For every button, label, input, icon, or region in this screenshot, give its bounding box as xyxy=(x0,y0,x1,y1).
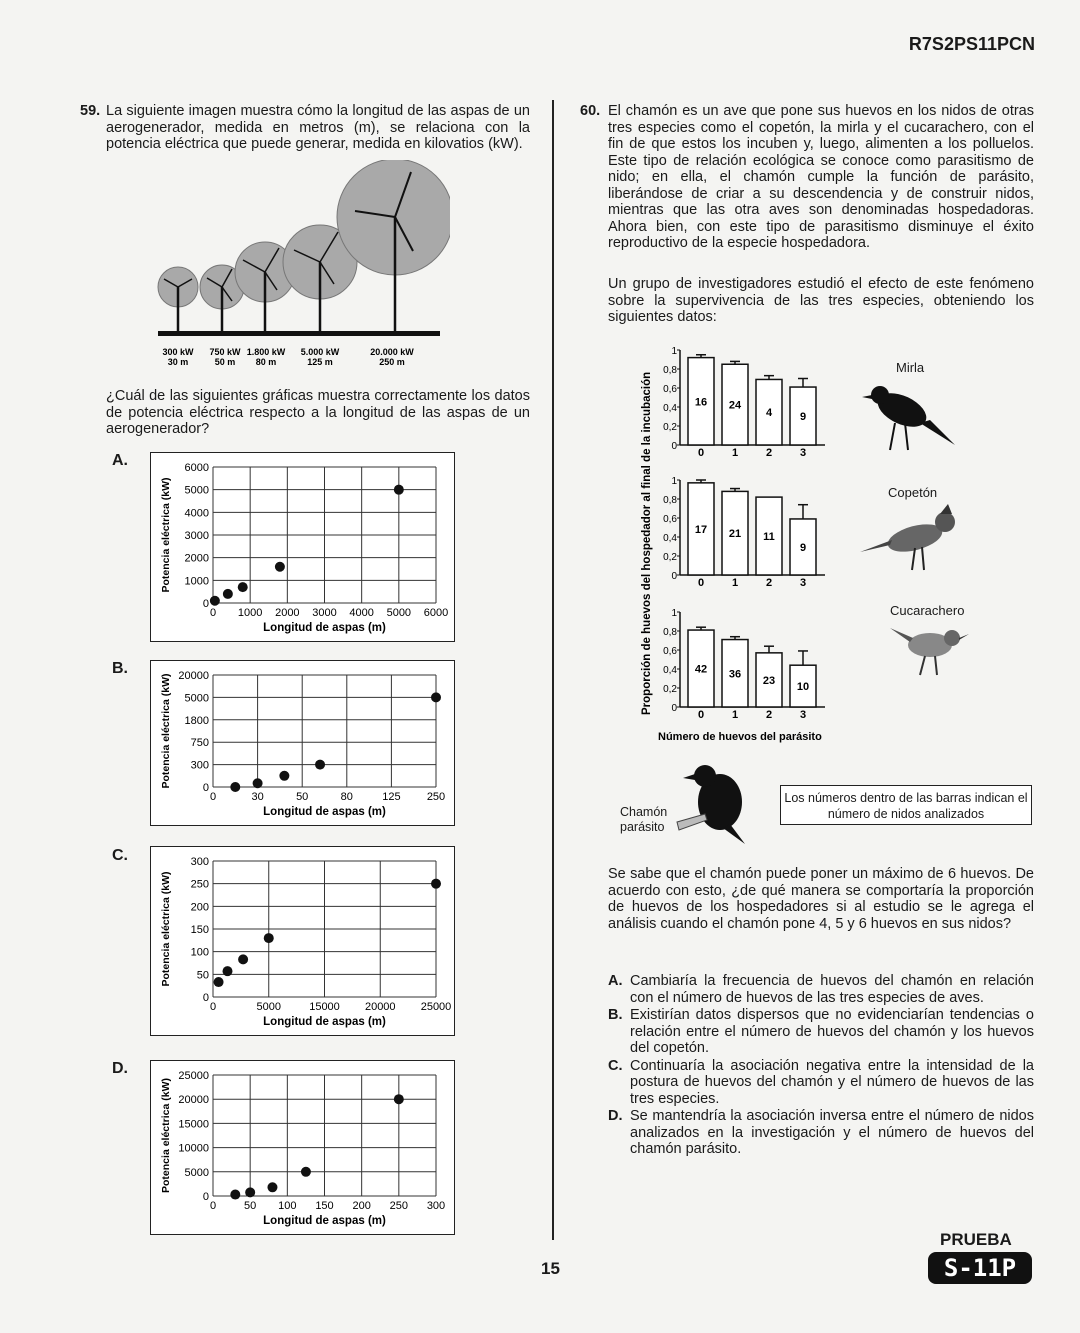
data-point xyxy=(230,1190,240,1200)
y-tick-label: 0,6 xyxy=(663,384,677,395)
y-tick-label: 250 xyxy=(190,878,209,891)
wind-turbines-illustration xyxy=(150,160,450,375)
x-tick-label: 3 xyxy=(799,577,807,589)
y-tick-label: 0,6 xyxy=(663,646,677,657)
x-tick-label: 250 xyxy=(426,791,446,803)
turbine-length-label: 250 m xyxy=(379,357,405,367)
x-tick-label: 3000 xyxy=(312,607,337,619)
bar-nest-count: 17 xyxy=(694,523,708,536)
mirla-bird-image xyxy=(860,375,960,455)
y-tick-label: 0,4 xyxy=(663,533,677,544)
y-tick-label: 0 xyxy=(202,992,209,1004)
y-tick-label: 0 xyxy=(671,703,677,714)
y-tick-label: 0 xyxy=(671,441,677,452)
bar-nest-count: 42 xyxy=(694,663,708,676)
x-tick-label: 250 xyxy=(389,1200,409,1212)
turbine-power-label: 300 kW xyxy=(162,347,194,357)
data-point xyxy=(238,582,248,592)
option-c-label[interactable]: C. xyxy=(112,847,128,864)
answer-text: Se mantendría la asociación inversa entre el número de nidos analizados en la investigación y el número de huevos del chamón parásito. xyxy=(630,1108,1034,1157)
data-point xyxy=(214,977,224,987)
x-tick-label: 3 xyxy=(799,709,807,721)
y-axis-label: Potencia eléctrica (kW) xyxy=(160,477,172,593)
data-point xyxy=(394,1094,404,1104)
question-59-text: La siguiente imagen muestra cómo la longitud de las aspas de un aerogenerador, medida en metros (m), se relaciona con la potencia eléctrica que puede generar, medida en kilovatios (kW). xyxy=(106,103,530,152)
bar-nest-count: 16 xyxy=(694,396,708,409)
question-60-paragraph-1: El chamón es un ave que pone sus huevos en los nidos de otras tres especies como el copetón, la mirla y el cucarachero, con el fin de que estos los incuben y, luego, alimenten a los polluelos. Este tipo de relación ecológica se conoce como parasitismo de nido; en ella, el chamón cumple la función de parásito, liberándose de criar a su descendencia y de construir nidos, mientras que las otra aves son denominadas hospedadoras. Ahora bien, con este tipo de parasitismo disminuye el éxito reproductivo de la especie hospedadora. xyxy=(608,103,1034,251)
option-d-chart[interactable] xyxy=(150,1060,455,1235)
x-tick-label: 0 xyxy=(209,1001,217,1013)
question-60-paragraph-2: Un grupo de investigadores estudió el efecto de este fenómeno sobre la supervivencia de las tres especies, obteniendo los siguientes datos: xyxy=(608,276,1034,325)
y-tick-label: 2000 xyxy=(184,552,209,565)
chamon-label-line1: Chamón xyxy=(620,805,668,819)
bar-nest-count: 23 xyxy=(762,674,776,687)
x-tick-label: 0 xyxy=(697,709,705,721)
x-tick-label: 25000 xyxy=(420,1001,452,1013)
bar-nest-count: 4 xyxy=(765,407,773,420)
y-tick-label: 1 xyxy=(671,346,677,357)
y-tick-label: 0,2 xyxy=(663,684,677,695)
data-point xyxy=(279,771,289,781)
option-a-chart[interactable] xyxy=(150,452,455,642)
bar-nest-count: 11 xyxy=(763,531,775,544)
bar-nest-count: 9 xyxy=(799,541,807,554)
turbine-power-label: 20.000 kW xyxy=(370,347,414,357)
x-tick-label: 15000 xyxy=(309,1001,340,1013)
y-tick-label: 5000 xyxy=(184,1166,209,1179)
turbine-length-label: 30 m xyxy=(167,357,189,367)
nests-note-box: Los números dentro de las barras indican el número de nidos analizados xyxy=(780,785,1032,825)
x-tick-label: 5000 xyxy=(256,1001,281,1013)
y-tick-label: 0 xyxy=(202,1191,209,1203)
y-axis-label: Potencia eléctrica (kW) xyxy=(160,673,172,789)
x-tick-label: 3 xyxy=(799,447,807,459)
data-point xyxy=(253,778,263,788)
bar-x-axis-label: Número de huevos del parásito xyxy=(658,731,822,743)
x-tick-label: 2000 xyxy=(275,607,300,619)
data-point xyxy=(315,760,325,770)
data-point xyxy=(275,562,285,572)
y-tick-label: 20000 xyxy=(178,670,209,682)
y-tick-label: 5000 xyxy=(184,692,209,705)
bar-nest-count: 24 xyxy=(728,399,742,412)
y-tick-label: 200 xyxy=(190,901,209,914)
x-tick-label: 20000 xyxy=(364,1001,396,1013)
y-tick-label: 0 xyxy=(202,598,209,610)
y-tick-label: 0 xyxy=(671,571,677,582)
y-tick-label: 100 xyxy=(190,946,209,959)
chamon-bird-image xyxy=(675,762,755,847)
data-point xyxy=(222,966,232,976)
data-point xyxy=(431,879,441,889)
y-tick-label: 1800 xyxy=(184,714,209,727)
x-tick-label: 6000 xyxy=(423,607,449,619)
data-point xyxy=(223,589,233,599)
y-tick-label: 300 xyxy=(190,759,209,772)
x-axis-label: Longitud de aspas (m) xyxy=(263,806,386,818)
answer-option-d[interactable] xyxy=(608,1108,1034,1158)
turbine-length-label: 50 m xyxy=(214,357,236,367)
y-tick-label: 5000 xyxy=(184,484,209,497)
x-axis-label: Longitud de aspas (m) xyxy=(263,622,386,634)
data-point xyxy=(394,485,404,495)
y-tick-label: 6000 xyxy=(184,462,209,474)
y-tick-label: 0,8 xyxy=(663,627,677,638)
y-tick-label: 1 xyxy=(671,476,677,487)
test-code-badge: S-11P xyxy=(928,1252,1032,1284)
answer-letter: B. xyxy=(608,1007,623,1023)
data-point xyxy=(431,692,441,702)
x-axis-label: Longitud de aspas (m) xyxy=(263,1016,386,1028)
answer-option-a[interactable] xyxy=(608,973,1034,1006)
x-tick-label: 5000 xyxy=(386,607,412,619)
answer-option-b[interactable] xyxy=(608,1007,1034,1057)
bar-nest-count: 10 xyxy=(796,681,810,694)
y-tick-label: 50 xyxy=(196,969,209,982)
chamon-label xyxy=(620,805,667,835)
bar-nest-count: 36 xyxy=(728,668,742,681)
y-tick-label: 1000 xyxy=(184,575,209,588)
test-label: PRUEBA xyxy=(940,1230,1012,1249)
answer-text: Continuaría la asociación negativa entre la intensidad de la postura de huevos del chamón y el número de huevos de las tres especies. xyxy=(630,1057,1034,1107)
x-tick-label: 1 xyxy=(731,709,739,721)
answer-text: Existirían datos dispersos que no evidenciarían tendencias o relación entre el número de huevos del chamón y los huevos del copetón. xyxy=(630,1007,1034,1056)
bird-label-mirla: Mirla xyxy=(896,360,925,375)
y-tick-label: 0,2 xyxy=(663,552,677,563)
bird-label-cucarachero: Cucarachero xyxy=(890,603,965,618)
y-tick-label: 0,4 xyxy=(663,403,677,414)
data-point xyxy=(264,933,274,943)
x-tick-label: 50 xyxy=(244,1200,257,1212)
y-axis-label: Potencia eléctrica (kW) xyxy=(160,871,172,987)
data-point xyxy=(210,596,220,606)
option-d-label[interactable]: D. xyxy=(112,1060,128,1077)
option-b-label[interactable]: B. xyxy=(112,660,128,677)
x-tick-label: 300 xyxy=(426,1200,446,1212)
y-tick-label: 20000 xyxy=(178,1094,209,1107)
y-tick-label: 750 xyxy=(190,737,209,750)
data-point xyxy=(301,1167,311,1177)
x-tick-label: 80 xyxy=(340,791,353,803)
y-tick-label: 150 xyxy=(190,924,209,936)
x-tick-label: 125 xyxy=(382,791,401,803)
y-tick-label: 3000 xyxy=(184,530,209,542)
bar-nest-count: 21 xyxy=(728,528,742,541)
y-tick-label: 15000 xyxy=(178,1118,209,1131)
y-tick-label: 25000 xyxy=(178,1070,209,1082)
x-tick-label: 50 xyxy=(296,791,309,803)
chamon-label-line2: parásito xyxy=(620,820,665,834)
x-tick-label: 2 xyxy=(765,577,773,589)
answer-options xyxy=(608,973,1034,1158)
option-b-chart[interactable] xyxy=(150,660,455,826)
bar-nest-count: 9 xyxy=(799,411,807,424)
x-axis-label: Longitud de aspas (m) xyxy=(263,1215,386,1227)
y-tick-label: 0,8 xyxy=(663,365,677,376)
turbine-power-label: 1.800 kW xyxy=(246,347,286,357)
turbine-length-label: 125 m xyxy=(307,357,333,367)
question-60-number: 60. xyxy=(580,103,601,119)
x-tick-label: 2 xyxy=(765,709,773,721)
bar-y-axis-label: Proporción de huevos del hospedador al final de la incubación xyxy=(641,371,653,715)
x-tick-label: 200 xyxy=(352,1200,371,1212)
bar-charts-figure xyxy=(630,340,860,750)
data-point xyxy=(230,782,240,792)
y-tick-label: 0 xyxy=(202,782,209,794)
turbine-power-label: 5.000 kW xyxy=(300,347,340,357)
x-tick-label: 4000 xyxy=(349,607,374,619)
y-axis-label: Potencia eléctrica (kW) xyxy=(160,1078,172,1193)
x-tick-label: 30 xyxy=(251,791,264,803)
answer-option-c[interactable] xyxy=(608,1058,1034,1108)
answer-text: Cambiaría la frecuencia de huevos del chamón en relación con el número de huevos de las tres especies de aves. xyxy=(630,973,1034,1006)
data-point xyxy=(238,954,248,964)
answer-letter: A. xyxy=(608,973,623,989)
y-tick-label: 4000 xyxy=(184,507,209,520)
option-c-chart[interactable] xyxy=(150,846,455,1036)
question-60-prompt: Se sabe que el chamón puede poner un máximo de 6 huevos. De acuerdo con esto, ¿de qué manera se comportaría la proporción de huevos de los hospedadores si al estudio se le agrega el análisis cuando el chamón pone 4, 5 y 6 huevos en sus nidos? xyxy=(608,866,1034,932)
x-tick-label: 0 xyxy=(697,577,705,589)
x-tick-label: 150 xyxy=(315,1200,334,1212)
question-59-number: 59. xyxy=(80,103,101,119)
copeton-bird-image xyxy=(860,500,970,575)
y-tick-label: 0,2 xyxy=(663,422,677,433)
x-tick-label: 0 xyxy=(697,447,705,459)
x-tick-label: 0 xyxy=(209,791,217,803)
turbine-length-label: 80 m xyxy=(255,357,277,367)
x-tick-label: 1 xyxy=(731,577,739,589)
x-tick-label: 1 xyxy=(731,447,739,459)
answer-letter: C. xyxy=(608,1057,623,1074)
option-a-label[interactable]: A. xyxy=(112,452,128,469)
x-tick-label: 100 xyxy=(278,1200,297,1212)
y-tick-label: 0,4 xyxy=(663,665,677,676)
y-tick-label: 1 xyxy=(671,608,677,619)
x-tick-label: 0 xyxy=(209,1200,217,1212)
data-point xyxy=(267,1182,277,1192)
x-tick-label: 0 xyxy=(209,607,217,619)
column-divider xyxy=(552,100,554,1240)
cucarachero-bird-image xyxy=(885,620,975,680)
y-tick-label: 0,8 xyxy=(663,495,677,506)
answer-letter: D. xyxy=(608,1108,623,1124)
data-point xyxy=(245,1187,255,1197)
y-tick-label: 10000 xyxy=(178,1142,209,1155)
y-tick-label: 300 xyxy=(190,856,209,868)
document-code: R7S2PS11PCN xyxy=(908,34,1035,54)
page-number: 15 xyxy=(541,1259,560,1278)
turbine-power-label: 750 kW xyxy=(209,347,241,357)
y-tick-label: 0,6 xyxy=(663,514,677,525)
x-tick-label: 1000 xyxy=(237,607,263,619)
bird-label-copeton: Copetón xyxy=(888,485,938,500)
x-tick-label: 2 xyxy=(765,447,773,459)
question-59-prompt: ¿Cuál de las siguientes gráficas muestra correctamente los datos de potencia eléctrica respecto a la longitud de las aspas de un aerogenerador? xyxy=(106,388,530,437)
